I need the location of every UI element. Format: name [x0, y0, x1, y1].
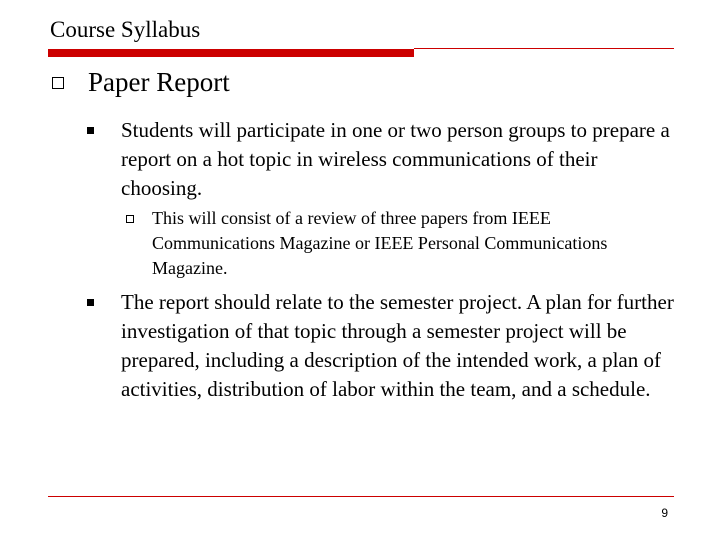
- small-hollow-square-bullet-icon: [126, 215, 134, 223]
- title-underline-thin: [414, 48, 674, 49]
- page-number: 9: [661, 506, 668, 520]
- filled-square-bullet-icon: [87, 127, 94, 134]
- footer-rule: [48, 496, 674, 497]
- filled-square-bullet-icon: [87, 299, 94, 306]
- title-underline-thick: [48, 49, 414, 57]
- bullet-text: Students will participate in one or two person groups to prepare a report on a hot topic in wireless communications of their choosing.: [121, 118, 670, 200]
- bullet-text: The report should relate to the semester project. A plan for further investigation of that topic through a semester project will be prepared, including a description of the intended work, a plan of activities, distribution of labor within the team, and a schedule.: [121, 290, 674, 401]
- sub-bullet-text: This will consist of a review of three papers from IEEE Communications Magazine or IEEE Personal Communications Magazine.: [152, 208, 608, 278]
- slide-title: Course Syllabus: [50, 17, 201, 42]
- hollow-square-bullet-icon: [52, 77, 64, 89]
- section-heading: Paper Report: [88, 67, 230, 97]
